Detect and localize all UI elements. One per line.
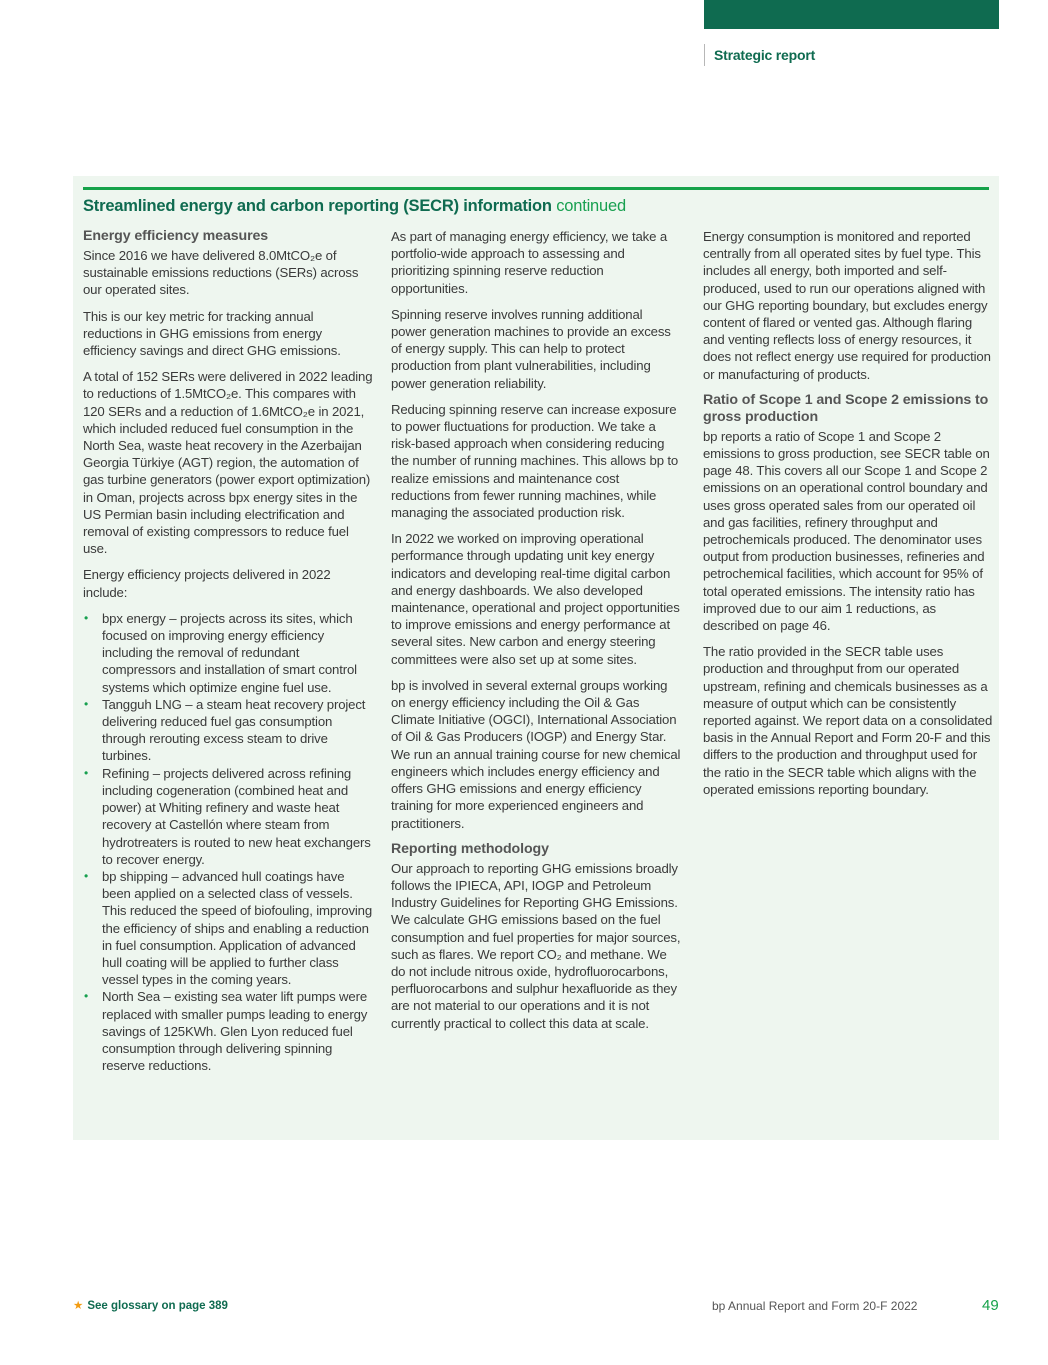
paragraph: Reducing spinning reserve can increase exposure to power fluctuations for production. We take a risk-based approach when considering reducing the number of running machines. This allows bp to realize emissions and maintenance cost reductions from fewer running machines, while managing the associated production risk. [391,401,679,521]
paragraph: The ratio provided in the SECR table uses production and throughput from our operated upstream, refining and chemicals businesses as a measure of output which can be consistently reported against. We report data on a consolidated basis in the Annual Report and Form 20-F and this differs to the production and throughput used for the ratio in the SECR table which aligns with the operated emissions reporting boundary. [703,644,993,797]
glossary-link-text: See glossary on page 389 [87,1300,228,1312]
column-3 [703,228,993,807]
list-item: • North Sea – existing sea water lift pumps were replaced with smaller pumps leading to energy savings of 125KWh. Glen Lyon reduced fuel consumption through delivering spinning reserve reductions. [83,988,373,1074]
paragraph: Our approach to reporting GHG emissions broadly follows the IPIECA, API, IOGP and Petroleum Industry Guidelines for Reporting GHG Emissions. We calculate GHG emissions based on the fuel consumption and fuel properties for major sources, such as flares. We report CO₂ and methane. We do not include nitrous oxide, hydrofluorocarbons, perfluorocarbons and sulphur hexafluoride as they are not material to our operations and it is not currently practical to collect this data at scale. [391,860,681,1031]
list-item: • bp shipping – advanced hull coatings have been applied on a selected class of vessels. This reduced the speed of biofouling, improving the efficiency of ships and enabling a reduction in fuel consumption. Application of advanced hull coating will be applied to further class vessel types in the coming years. [83,868,373,988]
heading-scope-ratio: Ratio of Scope 1 and Scope 2 emissions to gross production [703,391,989,425]
panel-title [83,195,626,217]
list-item: • bpx energy – projects across its sites, which focused on improving energy efficiency including the removal of redundant compressors and installation of smart control systems which optimize engine fuel use. [83,610,373,696]
page-number: 49 [982,1297,999,1314]
paragraph: Spinning reserve involves running additional power generation machines to provide an excess of energy supply. This can help to protect production from plant vulnerabilities, including power generation reliability. [391,306,671,391]
panel-top-rule [83,187,989,190]
glossary-reference[interactable] [73,1298,228,1314]
list-item: • Refining – projects delivered across refining including cogeneration (combined heat and power) at Whiting refinery and waste heat recovery at Castellón where steam from hydrotreaters is routed to new heat exchangers to recover energy. [83,765,373,868]
list-item: • Tangguh LNG – a steam heat recovery project delivering reduced fuel gas consumption through rerouting excess steam to drive turbines. [83,696,373,765]
heading-energy-efficiency: Energy efficiency measures [83,228,269,244]
paragraph: In 2022 we worked on improving operational performance through updating unit key energy indicators and developing real-time digital carbon and energy dashboards. We also developed maintenance, operational and project opportunities to improve emissions and energy performance at several sites. New carbon and energy steering committees were also set up at some sites. [391,531,680,667]
paragraph: Energy consumption is monitored and reported centrally from all operated sites by fuel type. This includes all energy, both imported and self-produced, used to run our operations aligned with our GHG reporting boundary, but excludes energy content of flared or vented gas. Although flaring and venting reflects loss of energy resources, it does not reflect energy use required for production or manufacturing of products. [703,229,991,382]
paragraph: Since 2016 we have delivered 8.0MtCO₂e of sustainable emissions reductions (SERs) across our operated sites. [83,248,359,298]
projects-list [83,610,373,1074]
star-icon: ★ [73,1300,84,1312]
panel-title-main: Streamlined energy and carbon reporting (SECR) information [83,197,552,215]
report-name: bp Annual Report and Form 20-F 2022 [712,1299,918,1313]
section-label: Strategic report [704,44,815,66]
panel-title-continued: continued [556,197,626,215]
paragraph: Energy efficiency projects delivered in 2022 include: [83,567,331,600]
heading-reporting-methodology: Reporting methodology [391,840,549,857]
paragraph: As part of managing energy efficiency, we take a portfolio-wide approach to assessing and prioritizing spinning reserve reduction opportunities. [391,229,668,296]
paragraph: bp reports a ratio of Scope 1 and Scope 2 emissions to gross production, see SECR table on page 48. This covers all our Scope 1 and Scope 2 emissions on an operational control boundary and uses gross operated sales from our operated oil and gas facilities, refinery throughput and petrochemicals produced. The denominator uses output from production businesses, refineries and petrochemical facilities, which account for 95% of total operated emissions. The intensity ratio has improved due to our aim 1 reductions, as described on page 46. [703,428,990,634]
paragraph: This is our key metric for tracking annual reductions in GHG emissions from energy efficiency savings and direct GHG emissions. [83,308,341,359]
header-color-tab [704,0,999,29]
secr-panel [73,176,999,1140]
column-2 [391,228,681,1041]
paragraph: bp is involved in several external groups working on energy efficiency including the Oil & Gas Climate Initiative (OGCI), International Association of Oil & Gas Producers (IOGP) and Energy Star. We run an annual training course for new chemical engineers which includes energy efficiency and offers GHG emissions and energy efficiency training for more experienced engineers and practitioners. [391,677,681,831]
column-1 [83,228,373,1074]
paragraph: A total of 152 SERs were delivered in 2022 leading to reductions of 1.5MtCO₂e. This compares with 120 SERs and a reduction of 1.6MtCO₂e in 2021, which included reduced fuel consumption in the North Sea, waste heat recovery in the Azerbaijan Georgia Türkiye (AGT) region, the automation of gas turbine generators (power export optimization) in Oman, projects across bpx energy sites in the US Permian basin including electrification and removal of existing compressors to reduce fuel use. [83,369,373,557]
